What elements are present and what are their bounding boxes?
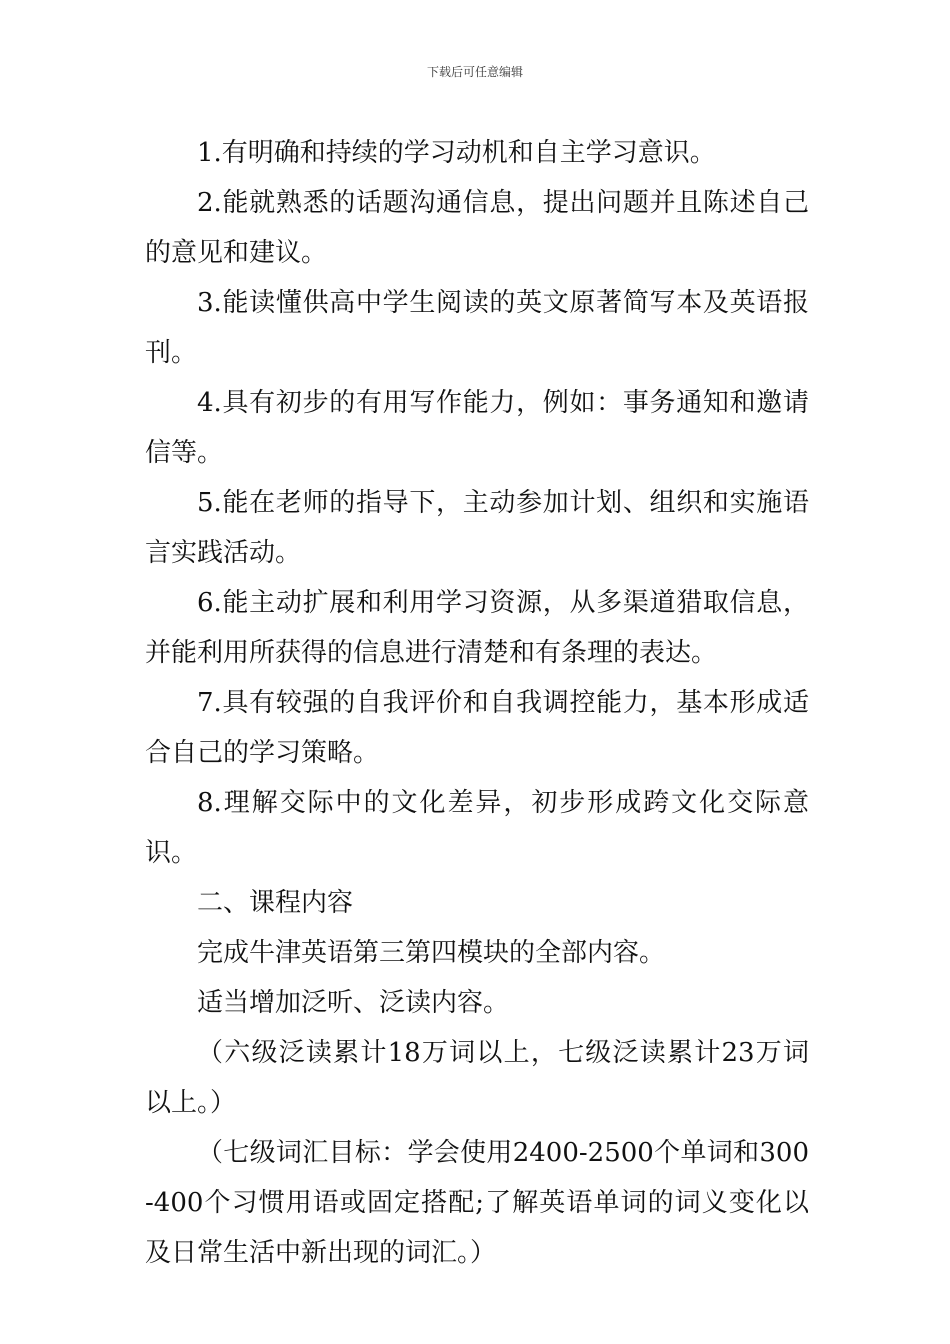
paragraph-7: 7.具有较强的自我评价和自我调控能力，基本形成适合自己的学习策略。 [145,688,809,768]
page-header: 下载后可任意编辑 [426,65,523,79]
paragraph-8: 8.理解交际中的文化差异，初步形成跨文化交际意识。 [145,788,809,868]
document-body [145,128,809,1278]
paragraph-5: 5.能在老师的指导下，主动参加计划、组织和实施语言实践活动。 [145,488,809,568]
paragraph-vocabulary-target: （七级词汇目标：学会使用2400-2500个单词和300-400个习惯用语或固定搭配;了解英语单词的词义变化以及日常生活中新出现的词汇。） [145,1138,809,1268]
paragraph-2: 2.能就熟悉的话题沟通信息，提出问题并且陈述自己的意见和建议。 [145,188,809,268]
section-heading-course-content: 二、课程内容 [197,888,354,918]
paragraph-course-1: 完成牛津英语第三第四模块的全部内容。 [197,938,666,968]
paragraph-3: 3.能读懂供高中学生阅读的英文原著简写本及英语报刊。 [145,288,809,368]
paragraph-6: 6.能主动扩展和利用学习资源，从多渠道猎取信息，并能利用所获得的信息进行清楚和有条理的表达。 [145,588,809,668]
paragraph-reading-target: （六级泛读累计18万词以上，七级泛读累计23万词以上。） [145,1038,809,1118]
paragraph-4: 4.具有初步的有用写作能力，例如：事务通知和邀请信等。 [145,388,809,468]
paragraph-course-2: 适当增加泛听、泛读内容。 [197,988,510,1018]
paragraph-1: 1.有明确和持续的学习动机和自主学习意识。 [197,138,716,168]
